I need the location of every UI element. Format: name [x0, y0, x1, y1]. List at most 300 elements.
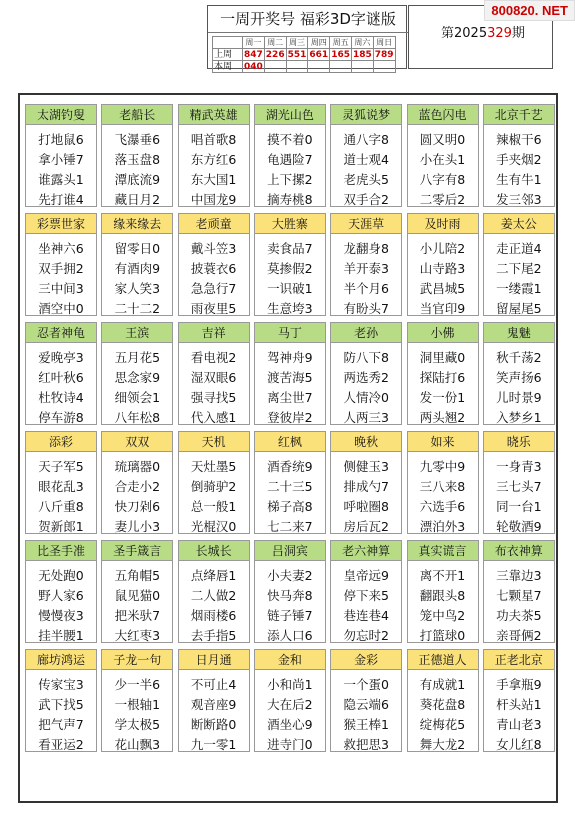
riddle-lines [26, 234, 96, 316]
riddle-line: 添人口6 [267, 628, 313, 643]
riddle-author: 湖光山色 [255, 105, 325, 125]
riddle-lines [102, 234, 172, 316]
riddle-line: 去手指5 [190, 628, 237, 643]
riddle-cell [330, 322, 402, 425]
riddle-line: 笑声扬6 [496, 370, 542, 385]
riddle-line: 半个月6 [343, 281, 389, 296]
riddle-cell [101, 431, 173, 534]
draw-number [286, 61, 308, 73]
riddle-line: 武昌城5 [419, 281, 466, 296]
riddle-author: 忍者神龟 [26, 323, 96, 343]
riddle-line: 野人家6 [38, 588, 84, 603]
riddle-author: 添彩 [26, 432, 96, 452]
corner-cell [213, 37, 243, 49]
riddle-line: 杜牧诗4 [38, 390, 84, 405]
riddle-author: 彩票世家 [26, 214, 96, 234]
riddle-cell [25, 322, 97, 425]
riddle-lines [26, 561, 96, 643]
riddle-author: 吕洞宾 [255, 541, 325, 561]
riddle-line: 贺新郎1 [38, 519, 84, 534]
weekday-label: 周日 [373, 37, 395, 49]
riddle-line: 漂泊外3 [419, 519, 466, 534]
draw-number: 847 [244, 49, 263, 60]
riddle-cell [25, 649, 97, 752]
riddle-line: 发一份1 [419, 390, 466, 405]
riddle-line: 留屋尾5 [496, 301, 542, 316]
riddle-cell [330, 431, 402, 534]
issue-suffix: 期 [511, 26, 525, 41]
riddle-line: 八斤重8 [38, 499, 84, 514]
riddle-author: 如来 [408, 432, 478, 452]
riddle-line: 鼠见猫0 [114, 588, 161, 603]
riddle-lines [408, 670, 478, 752]
riddle-line: 雨夜里5 [190, 301, 237, 316]
riddle-line: 三八来8 [419, 479, 466, 494]
riddle-line: 烟雨楼6 [190, 608, 237, 623]
riddle-line: 点绛唇1 [190, 568, 237, 583]
riddle-line: 双手合2 [343, 192, 389, 207]
riddle-line: 离尘世7 [267, 390, 313, 405]
draw-number: 165 [331, 49, 350, 60]
riddle-line: 武下找5 [38, 697, 84, 712]
riddle-line: 断断路0 [190, 717, 237, 732]
riddle-cell [101, 104, 173, 207]
riddle-lines [26, 452, 96, 534]
riddle-line: 入梦乡1 [496, 410, 542, 425]
riddle-line: 无处跑0 [38, 568, 84, 583]
riddle-lines [179, 343, 249, 425]
riddle-cell [101, 322, 173, 425]
riddle-author: 金和 [255, 650, 325, 670]
riddle-author: 圣手箴言 [102, 541, 172, 561]
riddle-lines [179, 670, 249, 752]
riddle-line: 潭底流9 [114, 172, 161, 187]
draw-number: 661 [309, 49, 329, 60]
riddle-line: 一身青3 [496, 459, 542, 474]
riddle-lines [255, 670, 325, 752]
riddle-line: 渡苦海5 [267, 370, 313, 385]
weekday-label: 周二 [264, 37, 286, 49]
riddle-lines [179, 561, 249, 643]
riddle-line: 披蓑衣6 [190, 261, 237, 276]
riddle-line: 秋千荡2 [496, 350, 542, 365]
riddle-author: 长城长 [179, 541, 249, 561]
riddle-line: 二十二2 [114, 301, 161, 316]
riddle-lines [179, 234, 249, 316]
riddle-line: 有盼头7 [343, 301, 389, 316]
riddle-line: 探陆打6 [419, 370, 466, 385]
riddle-author: 布衣神算 [484, 541, 554, 561]
riddle-line: 强寻找5 [190, 390, 237, 405]
draw-number: 040 [244, 61, 263, 72]
riddle-author: 马丁 [255, 323, 325, 343]
riddle-line: 快马奔8 [267, 588, 313, 603]
riddle-cell [254, 322, 326, 425]
riddle-cell [254, 540, 326, 643]
riddle-line: 呼啦圈8 [343, 499, 389, 514]
riddle-line: 坐神六6 [38, 241, 84, 256]
riddle-line: 大在后2 [267, 697, 313, 712]
header-title: 一周开奖号 福彩3D字谜版 [208, 6, 408, 33]
riddle-line: 摘寿桃8 [267, 192, 313, 207]
riddle-line: 把气声7 [38, 717, 84, 732]
riddle-cell [330, 213, 402, 316]
draw-number: 551 [287, 49, 307, 60]
riddle-author: 老顽童 [179, 214, 249, 234]
riddle-author: 及时雨 [408, 214, 478, 234]
riddle-cell [483, 540, 555, 643]
riddle-line: 合走小2 [114, 479, 161, 494]
riddle-line: 飞瀑垂6 [114, 132, 161, 147]
riddle-author: 姜太公 [484, 214, 554, 234]
draw-number [373, 61, 395, 73]
riddle-line: 留零日0 [114, 241, 161, 256]
riddle-cell [101, 540, 173, 643]
this-week-row [213, 61, 396, 73]
riddle-lines [408, 343, 478, 425]
riddle-line: 翻跟头8 [419, 588, 466, 603]
riddle-cell [407, 322, 479, 425]
draw-number [308, 61, 330, 73]
riddle-line: 人两三3 [343, 410, 389, 425]
riddle-cell [407, 649, 479, 752]
riddle-line: 当官印9 [419, 301, 466, 316]
riddle-lines [102, 561, 172, 643]
riddle-line: 酒香统9 [267, 459, 313, 474]
riddle-line: 生意垮3 [267, 301, 313, 316]
riddle-line: 圆又明0 [419, 132, 466, 147]
riddle-line: 老虎头5 [343, 172, 389, 187]
riddle-author: 大胜寨 [255, 214, 325, 234]
draw-number [330, 61, 352, 73]
riddle-line: 卖食品7 [267, 241, 313, 256]
riddle-line: 摸不着0 [267, 132, 313, 147]
riddle-lines [408, 125, 478, 207]
riddle-cell [483, 322, 555, 425]
riddle-cell [101, 213, 173, 316]
riddle-line: 停下来5 [343, 588, 389, 603]
riddle-line: 湿双眼6 [190, 370, 237, 385]
riddle-lines [408, 452, 478, 534]
riddle-cell [178, 649, 250, 752]
riddle-line: 三中间3 [38, 281, 84, 296]
riddle-line: 两头翘2 [419, 410, 466, 425]
riddle-author: 双双 [102, 432, 172, 452]
riddle-line: 驾神舟9 [267, 350, 313, 365]
riddle-lines [331, 343, 401, 425]
riddle-line: 猴王棒1 [343, 717, 389, 732]
riddle-line: 女儿红8 [496, 737, 542, 752]
riddle-cell [25, 104, 97, 207]
riddle-line: 九一零1 [190, 737, 237, 752]
draw-number [351, 61, 373, 73]
riddle-line: 九零中9 [419, 459, 466, 474]
riddle-line: 一个蛋0 [343, 677, 389, 692]
riddle-cell [101, 649, 173, 752]
riddle-line: 少一半6 [114, 677, 161, 692]
riddle-cell [25, 213, 97, 316]
weekday-label: 周四 [308, 37, 330, 49]
last-week-row [213, 49, 396, 61]
riddle-author: 金彩 [331, 650, 401, 670]
riddle-lines [179, 452, 249, 534]
riddle-lines [484, 561, 554, 643]
riddle-line: 一缕霞1 [496, 281, 542, 296]
riddle-author: 晚秋 [331, 432, 401, 452]
riddle-lines [408, 234, 478, 316]
riddle-line: 八年松8 [114, 410, 161, 425]
last-week-label: 上周 [213, 49, 243, 61]
riddle-cell [330, 104, 402, 207]
riddle-line: 八字有8 [419, 172, 466, 187]
riddle-lines [26, 670, 96, 752]
riddle-cell [25, 540, 97, 643]
riddle-lines [408, 561, 478, 643]
riddle-line: 排成勺7 [343, 479, 389, 494]
riddle-line: 链子锤7 [267, 608, 313, 623]
riddle-line: 进寺门0 [267, 737, 313, 752]
riddle-cell [330, 649, 402, 752]
riddle-line: 勿忘时2 [343, 628, 389, 643]
riddle-cell [178, 213, 250, 316]
riddle-line: 六选手6 [419, 499, 466, 514]
issue-number [441, 22, 525, 41]
riddle-line: 舞大龙2 [419, 737, 466, 752]
riddle-author: 廊坊鸿运 [26, 650, 96, 670]
riddle-line: 琉璃器0 [114, 459, 161, 474]
riddle-cell [178, 431, 250, 534]
riddle-line: 人情冷0 [343, 390, 389, 405]
riddle-cell [254, 431, 326, 534]
riddle-cell [483, 649, 555, 752]
riddle-line: 中国龙9 [190, 192, 237, 207]
riddle-line: 小在头1 [419, 152, 466, 167]
riddle-line: 莫掺假2 [267, 261, 313, 276]
riddle-lines [331, 125, 401, 207]
riddle-author: 蓝色闪电 [408, 105, 478, 125]
riddle-line: 通八字8 [343, 132, 389, 147]
riddle-line: 唱首歌8 [190, 132, 237, 147]
riddle-line: 手拿瓶9 [496, 677, 542, 692]
riddle-line: 道士观4 [343, 152, 389, 167]
riddle-line: 小儿陪2 [419, 241, 466, 256]
riddle-author: 鬼魅 [484, 323, 554, 343]
riddle-line: 东方红6 [190, 152, 237, 167]
riddle-line: 救把思3 [343, 737, 389, 752]
riddle-line: 发三邻3 [496, 192, 542, 207]
riddle-line: 二零后2 [419, 192, 466, 207]
riddle-line: 皇帝远9 [343, 568, 389, 583]
riddle-author: 红枫 [255, 432, 325, 452]
riddle-line: 手夹烟2 [496, 152, 542, 167]
riddle-line: 不可止4 [190, 677, 237, 692]
riddle-lines [26, 343, 96, 425]
riddle-lines [255, 234, 325, 316]
riddle-line: 三靠边3 [496, 568, 542, 583]
riddle-cell [254, 649, 326, 752]
riddle-author: 正德道人 [408, 650, 478, 670]
draw-number: 789 [374, 49, 394, 60]
riddle-cell [178, 322, 250, 425]
riddle-lines [484, 343, 554, 425]
weekday-header-row [213, 37, 396, 49]
riddle-line: 洞里藏0 [419, 350, 466, 365]
riddle-line: 杆头站1 [496, 697, 542, 712]
riddle-line: 妻儿小3 [114, 519, 161, 534]
riddle-lines [331, 452, 401, 534]
riddle-lines [102, 670, 172, 752]
riddle-grid [18, 93, 558, 803]
riddle-line: 看亚运2 [38, 737, 84, 752]
riddle-author: 日月通 [179, 650, 249, 670]
riddle-line: 三七头7 [496, 479, 542, 494]
riddle-line: 儿时景9 [496, 390, 542, 405]
riddle-line: 传家宝3 [38, 677, 84, 692]
riddle-line: 花山飘3 [114, 737, 161, 752]
weekly-numbers-table [212, 36, 396, 73]
riddle-line: 酒空中0 [38, 301, 84, 316]
riddle-author: 灵狐说梦 [331, 105, 401, 125]
riddle-line: 落玉盘8 [114, 152, 161, 167]
riddle-line: 七颗星7 [496, 588, 542, 603]
riddle-line: 眼花乱3 [38, 479, 84, 494]
riddle-author: 老六神算 [331, 541, 401, 561]
riddle-lines [331, 561, 401, 643]
riddle-line: 有成就1 [419, 677, 466, 692]
riddle-lines [102, 343, 172, 425]
weekly-numbers-panel [207, 5, 407, 72]
riddle-line: 红叶秋6 [38, 370, 84, 385]
riddle-author: 真实谎言 [408, 541, 478, 561]
riddle-line: 亲哥俩2 [496, 628, 542, 643]
riddle-line: 侧健玉3 [343, 459, 389, 474]
riddle-line: 巷连巷4 [343, 608, 389, 623]
riddle-line: 天子军5 [38, 459, 84, 474]
riddle-author: 王滨 [102, 323, 172, 343]
riddle-line: 学太极5 [114, 717, 161, 732]
riddle-line: 葵花盘8 [419, 697, 466, 712]
riddle-line: 龙翻身8 [343, 241, 389, 256]
riddle-cell [407, 213, 479, 316]
riddle-cell [407, 104, 479, 207]
riddle-line: 酒坐心9 [267, 717, 313, 732]
weekday-label: 周一 [243, 37, 265, 49]
riddle-author: 天机 [179, 432, 249, 452]
riddle-line: 五月花5 [114, 350, 161, 365]
riddle-line: 打篮球0 [419, 628, 466, 643]
riddle-line: 思念家9 [114, 370, 161, 385]
riddle-lines [255, 561, 325, 643]
riddle-line: 上下摞2 [267, 172, 313, 187]
riddle-line: 谁露头1 [38, 172, 84, 187]
riddle-line: 天灶墨5 [190, 459, 237, 474]
riddle-cell [407, 540, 479, 643]
riddle-line: 辣椒干6 [496, 132, 542, 147]
riddle-lines [255, 452, 325, 534]
riddle-line: 看电视2 [190, 350, 237, 365]
issue-prefix: 第2025 [441, 26, 488, 41]
riddle-line: 观音座9 [190, 697, 237, 712]
riddle-line: 细领会1 [114, 390, 161, 405]
riddle-author: 太湖钓叟 [26, 105, 96, 125]
riddle-lines [484, 670, 554, 752]
riddle-line: 藏日月2 [114, 192, 161, 207]
riddle-line: 轮敬酒9 [496, 519, 542, 534]
riddle-line: 同一台1 [496, 499, 542, 514]
riddle-line: 快刀剁6 [114, 499, 161, 514]
draw-number: 185 [352, 49, 372, 60]
riddle-cell [330, 540, 402, 643]
riddle-line: 梯子高8 [267, 499, 313, 514]
riddle-author: 老船长 [102, 105, 172, 125]
riddle-cell [25, 431, 97, 534]
riddle-line: 房后瓦2 [343, 519, 389, 534]
riddle-line: 小和尚1 [267, 677, 313, 692]
riddle-line: 打地鼠6 [38, 132, 84, 147]
riddle-line: 家人笑3 [114, 281, 161, 296]
weekday-label: 周三 [286, 37, 308, 49]
riddle-lines [484, 125, 554, 207]
riddle-author: 小佛 [408, 323, 478, 343]
riddle-lines [102, 452, 172, 534]
riddle-line: 登彼岸2 [267, 410, 313, 425]
riddle-line: 龟遇险7 [267, 152, 313, 167]
riddle-lines [102, 125, 172, 207]
riddle-line: 双手拥2 [38, 261, 84, 276]
riddle-author: 吉祥 [179, 323, 249, 343]
riddle-line: 生有牛1 [496, 172, 542, 187]
weekday-label: 周六 [351, 37, 373, 49]
riddle-line: 大红枣3 [114, 628, 161, 643]
riddle-cell [178, 104, 250, 207]
riddle-author: 子龙一句 [102, 650, 172, 670]
riddle-line: 两选秀2 [343, 370, 389, 385]
riddle-line: 隐云端6 [343, 697, 389, 712]
riddle-cell [483, 213, 555, 316]
this-week-label: 本周 [213, 61, 243, 73]
riddle-line: 五角帽5 [114, 568, 161, 583]
riddle-line: 挂半腰1 [38, 628, 84, 643]
draw-number: 226 [265, 49, 285, 60]
riddle-lines [179, 125, 249, 207]
riddle-author: 老孙 [331, 323, 401, 343]
riddle-line: 功夫茶5 [496, 608, 542, 623]
riddle-lines [26, 125, 96, 207]
riddle-line: 代入感1 [190, 410, 237, 425]
riddle-author: 北京千艺 [484, 105, 554, 125]
riddle-cell [483, 431, 555, 534]
riddle-line: 二十三5 [267, 479, 313, 494]
riddle-line: 把米驮7 [114, 608, 161, 623]
riddle-line: 绽梅花5 [419, 717, 466, 732]
riddle-line: 拿小锤7 [38, 152, 84, 167]
riddle-lines [331, 670, 401, 752]
riddle-line: 一根轴1 [114, 697, 161, 712]
riddle-lines [484, 452, 554, 534]
riddle-lines [255, 343, 325, 425]
site-watermark: 800820. NET [484, 0, 575, 21]
riddle-cell [407, 431, 479, 534]
riddle-line: 七二来7 [267, 519, 313, 534]
riddle-author: 比圣手准 [26, 541, 96, 561]
riddle-line: 光棍汉0 [190, 519, 237, 534]
riddle-cell [254, 213, 326, 316]
riddle-author: 晓乐 [484, 432, 554, 452]
riddle-line: 慢慢夜3 [38, 608, 84, 623]
riddle-line: 急急行7 [190, 281, 237, 296]
riddle-line: 东大国1 [190, 172, 237, 187]
riddle-line: 山寺路3 [419, 261, 466, 276]
